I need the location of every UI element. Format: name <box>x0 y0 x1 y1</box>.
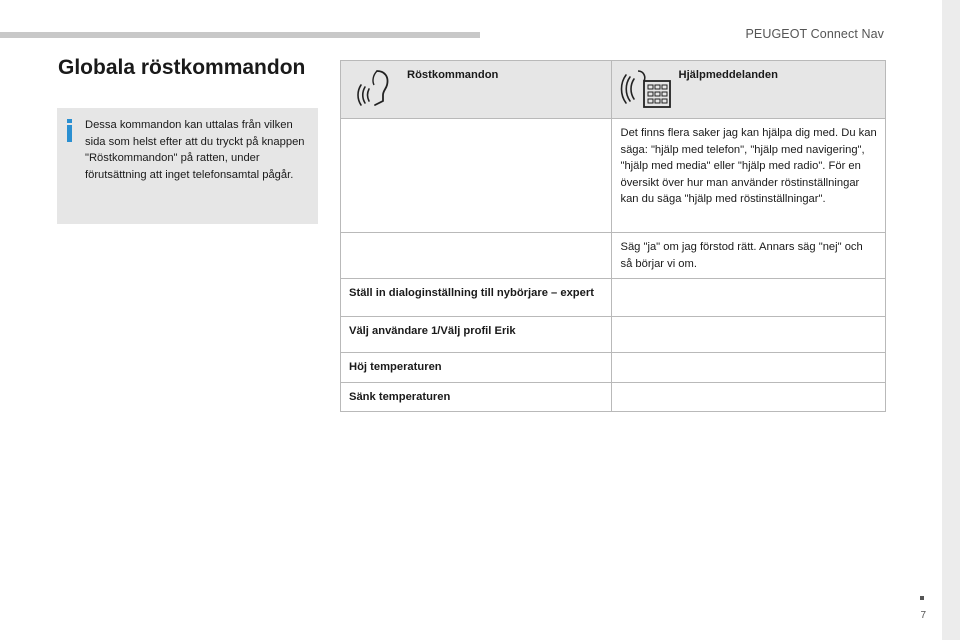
voice-commands-table <box>340 60 886 412</box>
page-edge-strip <box>942 0 960 640</box>
header-help-label: Hjälpmeddelanden <box>678 69 778 81</box>
help-cell <box>612 382 886 412</box>
voice-command-icon <box>347 67 403 111</box>
header-commands <box>341 61 612 119</box>
help-cell <box>612 353 886 383</box>
voice-help-screen-icon <box>618 67 674 111</box>
page-title: Globala röstkommandon <box>58 56 306 79</box>
table-row <box>341 119 886 233</box>
page-number: 7 <box>920 610 926 621</box>
command-cell: Ställ in dialoginställning till nybörjare – expert <box>341 279 612 317</box>
command-cell: Sänk temperaturen <box>341 382 612 412</box>
header-rule <box>0 32 480 38</box>
table-row <box>341 317 886 353</box>
header-commands-label: Röstkommandon <box>407 69 499 81</box>
info-text: Dessa kommandon kan uttalas från vilken sida som helst efter att du tryckt på knappen "Röstkommandon" på ratten, under förutsättning att inget telefonsamtal pågår. <box>85 119 305 181</box>
help-cell <box>612 279 886 317</box>
page-marker <box>920 596 924 600</box>
table-row <box>341 233 886 279</box>
table-row <box>341 382 886 412</box>
info-box <box>57 108 318 224</box>
command-cell <box>341 119 612 233</box>
help-cell: Det finns flera saker jag kan hjälpa dig med. Du kan säga: "hjälp med telefon", "hjälp med navigering", "hjälp med media" eller "hjälp med radio". För en översikt över hur man använder röstinställningar kan du säga "hjälp med röstinställningar". <box>612 119 886 233</box>
table-row <box>341 279 886 317</box>
header-help <box>612 61 886 119</box>
table-header-row <box>341 61 886 119</box>
table-row <box>341 353 886 383</box>
help-cell <box>612 317 886 353</box>
command-cell: Välj användare 1/Välj profil Erik <box>341 317 612 353</box>
help-cell: Säg "ja" om jag förstod rätt. Annars säg "nej" och så börjar vi om. <box>612 233 886 279</box>
info-icon <box>65 119 74 142</box>
command-cell: Höj temperaturen <box>341 353 612 383</box>
brand-label: PEUGEOT Connect Nav <box>745 27 884 41</box>
command-cell <box>341 233 612 279</box>
